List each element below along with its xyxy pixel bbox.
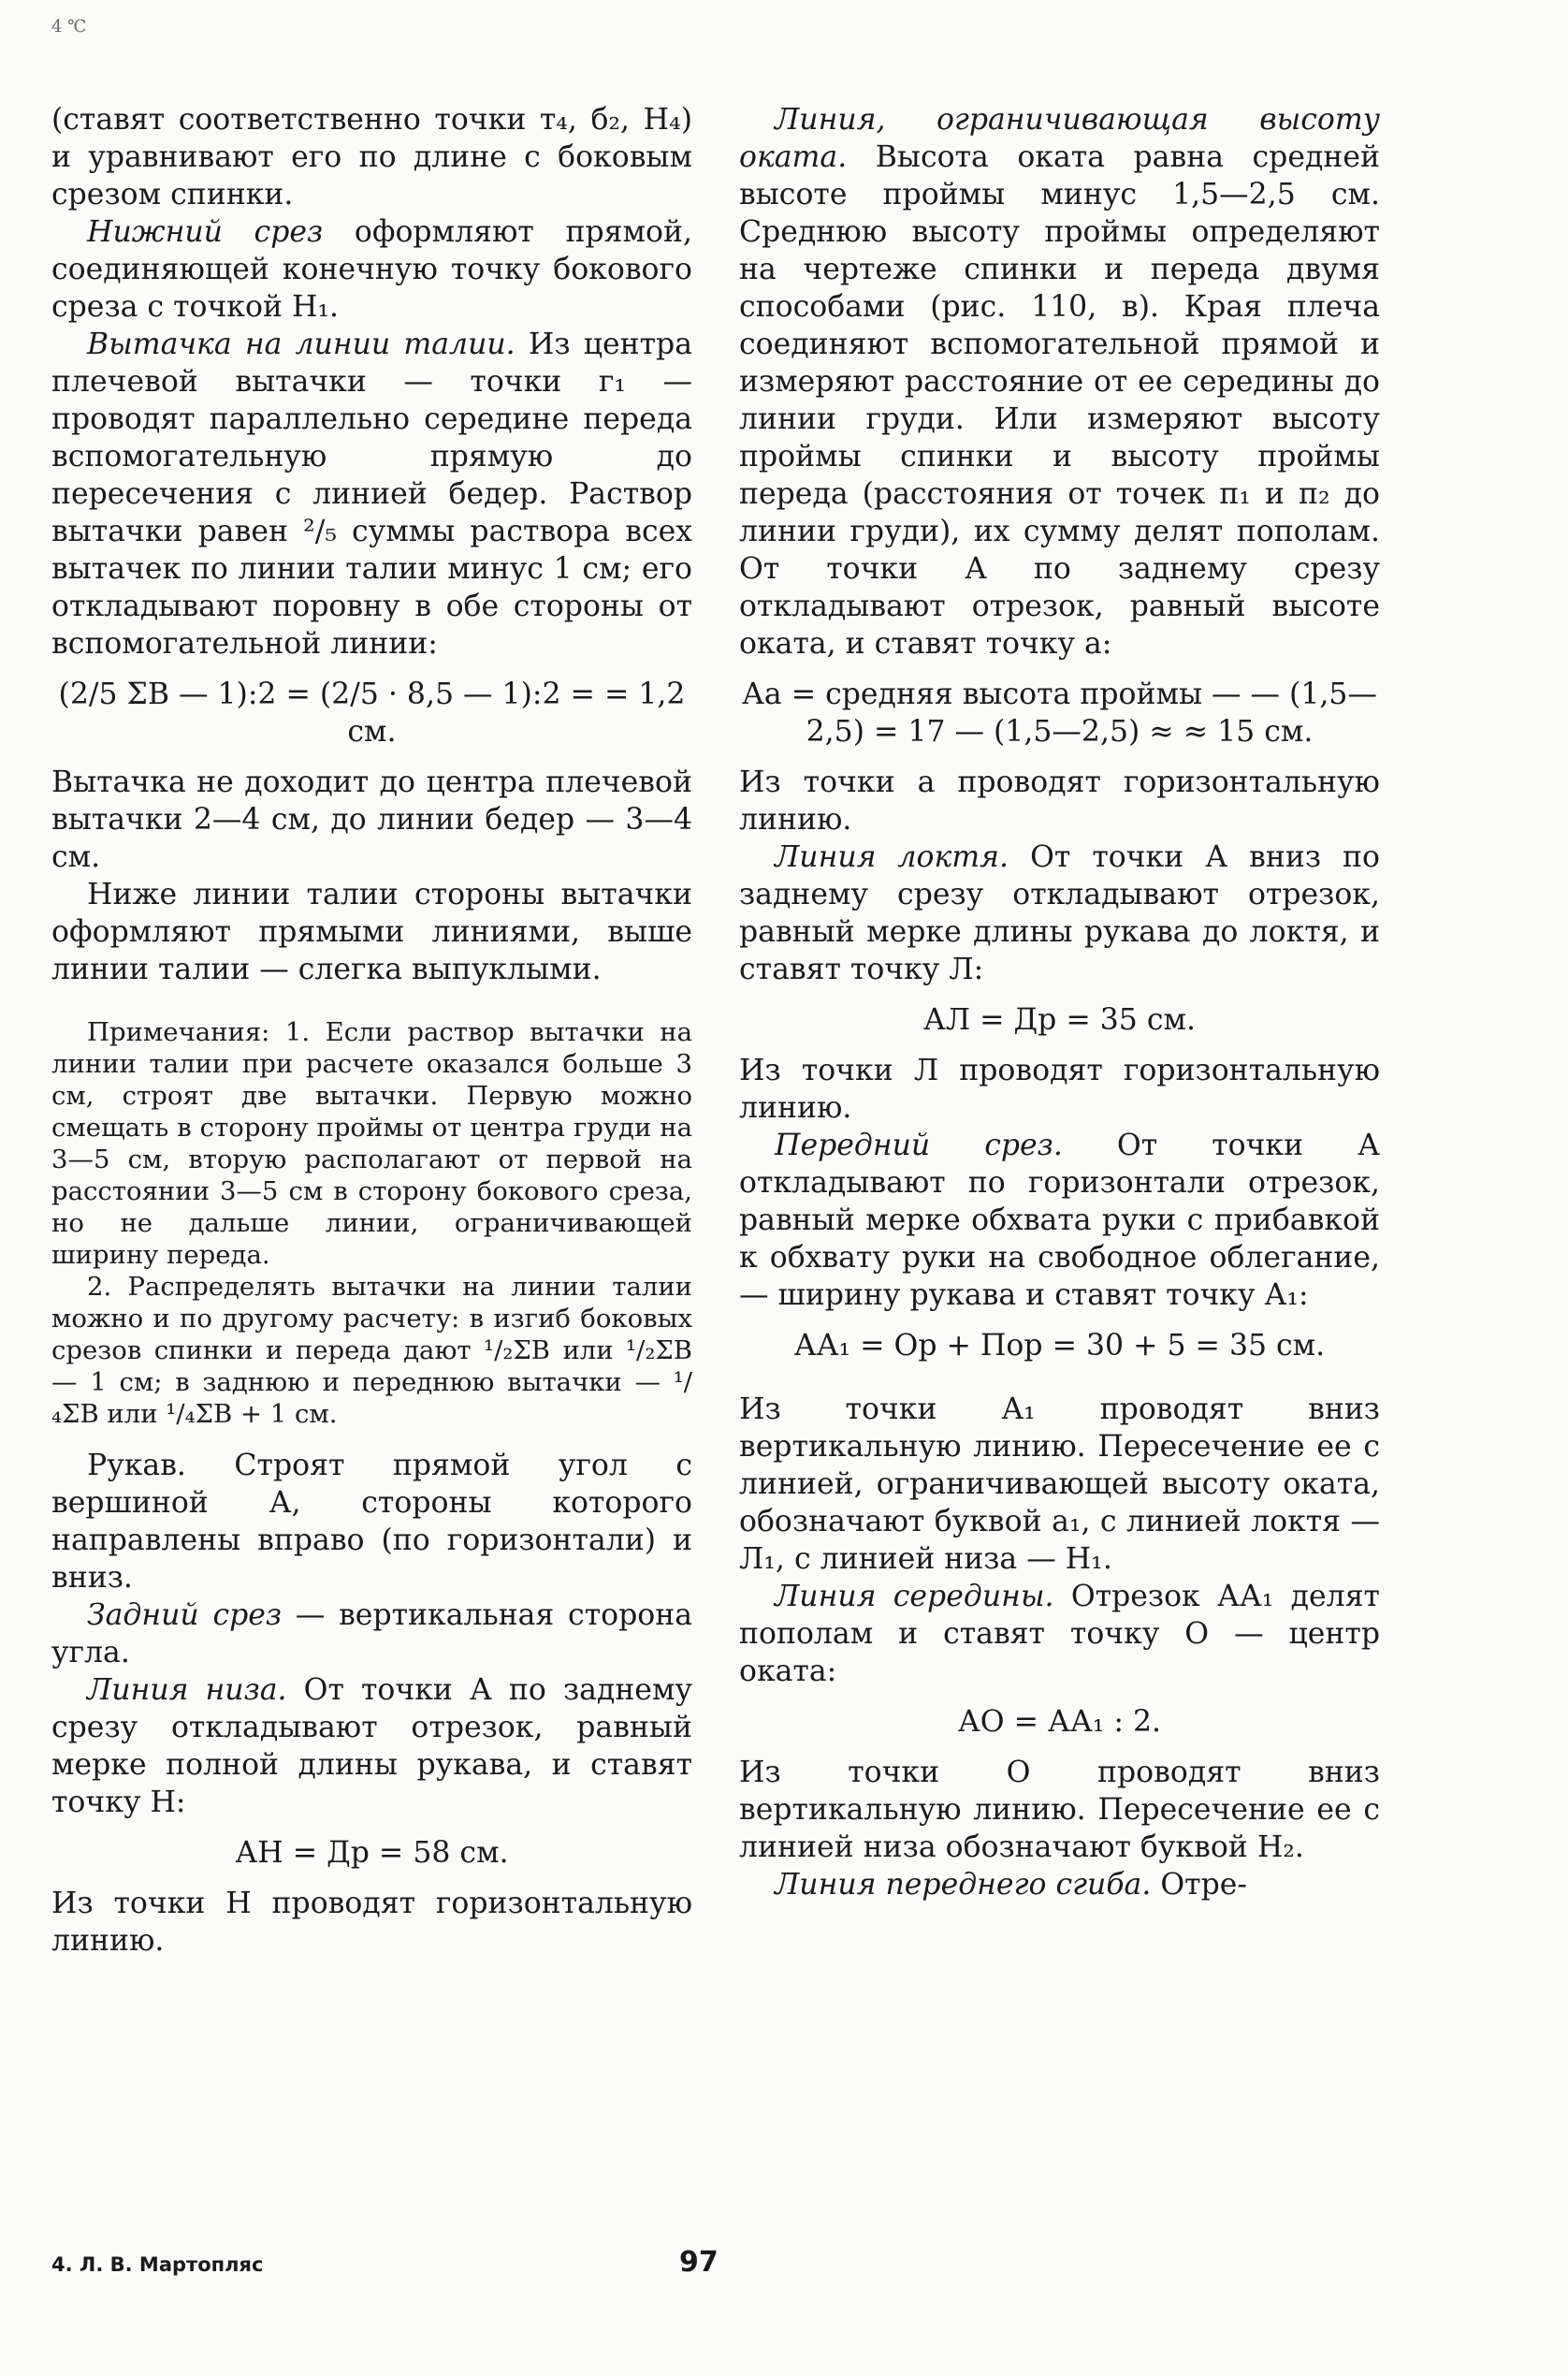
paragraph-text: Высота оката равна средней высоте проймы минус 1,5—2,5 см. Среднюю высоту проймы определяют на чертеже спинки и переда двумя способами (рис. 110, в). Края плеча соединяют вспомогательной прямой и измеряют расстояние от ее середины до линии груди. Или измеряют высоту проймы спинки и высоту проймы переда (расстояния от точек п₁ и п₂ до линии груди), их сумму делят пополам. От точки А по заднему срезу откладывают отрезок, равный высоте оката, и ставят точку а: — [739, 140, 1380, 661]
paragraph-text: Из точки А₁ проводят вниз вертикальную линию. Пересечение ее с линией, ограничивающей высоту оката, обозначают буквой а₁, с линией локтя — Л₁, с линией низа — Н₁. — [739, 1392, 1380, 1576]
page-number: 97 — [679, 2246, 719, 2279]
paragraph-heading: Вытачка на линии талии. — [87, 328, 515, 361]
paragraph-text: АН = Др = 58 см. — [235, 1836, 509, 1870]
paragraph — [739, 1052, 1380, 1127]
paragraph — [739, 1578, 1380, 1690]
paragraph — [739, 838, 1380, 988]
paragraph-text: Из точки а проводят горизонтальную линию. — [739, 765, 1380, 837]
paragraph — [51, 1671, 692, 1821]
paragraph-heading: Линия низа. — [87, 1673, 287, 1707]
paragraph — [739, 1866, 1380, 1903]
paragraph — [51, 1271, 692, 1430]
paragraph — [51, 1596, 692, 1671]
paragraph — [739, 1327, 1380, 1364]
paragraph — [51, 326, 692, 663]
paragraph-text: Из центра плечевой вытачки — точки г₁ — проводят параллельно середине переда вспомогательную прямую до пересечения с линией бедер. Раствор вытачки равен ²/₅ суммы раствора всех вытачек по линии талии минус 1 см; его откладывают поровну в обе стороны от вспомогательной линии: — [51, 328, 692, 661]
paragraph-text: 2. Распределять вытачки на линии талии можно и по другому расчету: в изгиб боковых срезов спинки и переда дают ¹/₂ΣВ или ¹/₂ΣВ — 1 см; в заднюю и переднюю вытачки — ¹/₄ΣВ или ¹/₄ΣВ + 1 см. — [51, 1272, 692, 1429]
paragraph — [51, 764, 692, 876]
paragraph-text: Из точки О проводят вниз вертикальную линию. Пересечение ее с линией низа обозначают буквой Н₂. — [739, 1756, 1380, 1864]
paragraph — [51, 1447, 692, 1596]
paragraph-text: Отрезок АА₁ делят пополам и ставят точку О — центр оката: — [739, 1580, 1380, 1688]
paragraph-text: Отре- — [1151, 1868, 1248, 1902]
paragraph-text: От точки А вниз по заднему срезу откладывают отрезок, равный мерке длины рукава до локтя, и ставят точку Л: — [739, 840, 1380, 986]
paragraph-text: Из точки Л проводят горизонтальную линию. — [739, 1054, 1380, 1125]
footer-author: 4. Л. В. Мартопляс — [51, 2253, 264, 2276]
paragraph-text: Аа = средняя высота проймы — — (1,5—2,5) = 17 — (1,5—2,5) ≈ ≈ 15 см. — [742, 678, 1377, 749]
paragraph-text: От точки А по заднему срезу откладывают отрезок, равный мерке полной длины рукава, и ставят точку Н: — [51, 1673, 692, 1819]
paragraph — [51, 101, 692, 213]
paragraph-text: АО = АА₁ : 2. — [957, 1705, 1162, 1739]
paragraph-heading: Линия переднего сгиба. — [775, 1868, 1152, 1902]
paragraph-heading: Линия, ограничивающая высоту оката. — [739, 103, 1380, 174]
paragraph — [739, 1127, 1380, 1314]
paragraph — [739, 764, 1380, 838]
scan-marks: 4 ℃ — [51, 17, 87, 36]
text-column-left — [51, 101, 692, 1960]
paragraph — [51, 676, 692, 751]
paragraph-text: От точки А откладывают по горизонтали отрезок, равный мерке обхвата руки с прибавкой к обхвату руки на свободное облегание, — ширину рукава и ставят точку А₁: — [739, 1129, 1380, 1312]
paragraph — [739, 1754, 1380, 1866]
text-column-right — [739, 101, 1380, 1903]
paragraph — [739, 1703, 1380, 1741]
paragraph-heading: Нижний срез — [87, 215, 324, 249]
paragraph-text: Рукав. Строят прямой угол с вершиной А, стороны которого направлены вправо (по горизонтали) и вниз. — [51, 1449, 692, 1595]
paragraph — [739, 101, 1380, 663]
paragraph-text: Примечания: 1. Если раствор вытачки на линии талии при расчете оказался больше 3 см, строят две вытачки. Первую можно смещать в сторону проймы от центра груди на 3—5 см, вторую располагают от первой на расстоянии 3—5 см в сторону бокового среза, но не дальше линии, ограничивающей ширину переда. — [51, 1017, 692, 1270]
paragraph — [51, 876, 692, 988]
paragraph-text: АА₁ = Ор + Пор = 30 + 5 = 35 см. — [793, 1329, 1326, 1363]
paragraph-text: Из точки Н проводят горизонтальную линию. — [51, 1887, 692, 1958]
paragraph-heading: Задний срез — [87, 1598, 283, 1632]
paragraph-text: (2/5 ΣВ — 1):2 = (2/5 · 8,5 — 1):2 = = 1,2 см. — [58, 678, 686, 749]
paragraph — [739, 676, 1380, 751]
paragraph-heading: Передний срез. — [775, 1129, 1063, 1162]
paragraph-text: Вытачка не доходит до центра плечевой вытачки 2—4 см, до линии бедер — 3—4 см. — [51, 765, 692, 874]
paragraph — [51, 1834, 692, 1872]
paragraph-text: — вертикальная сторона угла. — [51, 1598, 692, 1669]
paragraph-text: оформляют прямой, соединяющей конечную точку бокового среза с точкой Н₁. — [51, 215, 693, 324]
paragraph — [51, 1885, 692, 1960]
paragraph — [739, 1001, 1380, 1039]
paragraph-heading: Линия середины. — [775, 1580, 1054, 1613]
paragraph-text: (ставят соответственно точки т₄, б₂, Н₄) и уравнивают его по длине с боковым срезом спинки. — [51, 103, 692, 211]
paragraph-heading: Линия локтя. — [775, 840, 1009, 874]
paragraph-text: Ниже линии талии стороны вытачки оформляют прямыми линиями, выше линии талии — слегка выпуклыми. — [51, 878, 692, 986]
paragraph-text: АЛ = Др = 35 см. — [922, 1003, 1196, 1037]
paragraph — [739, 1391, 1380, 1578]
paragraph — [51, 213, 692, 326]
paragraph — [51, 1016, 692, 1271]
